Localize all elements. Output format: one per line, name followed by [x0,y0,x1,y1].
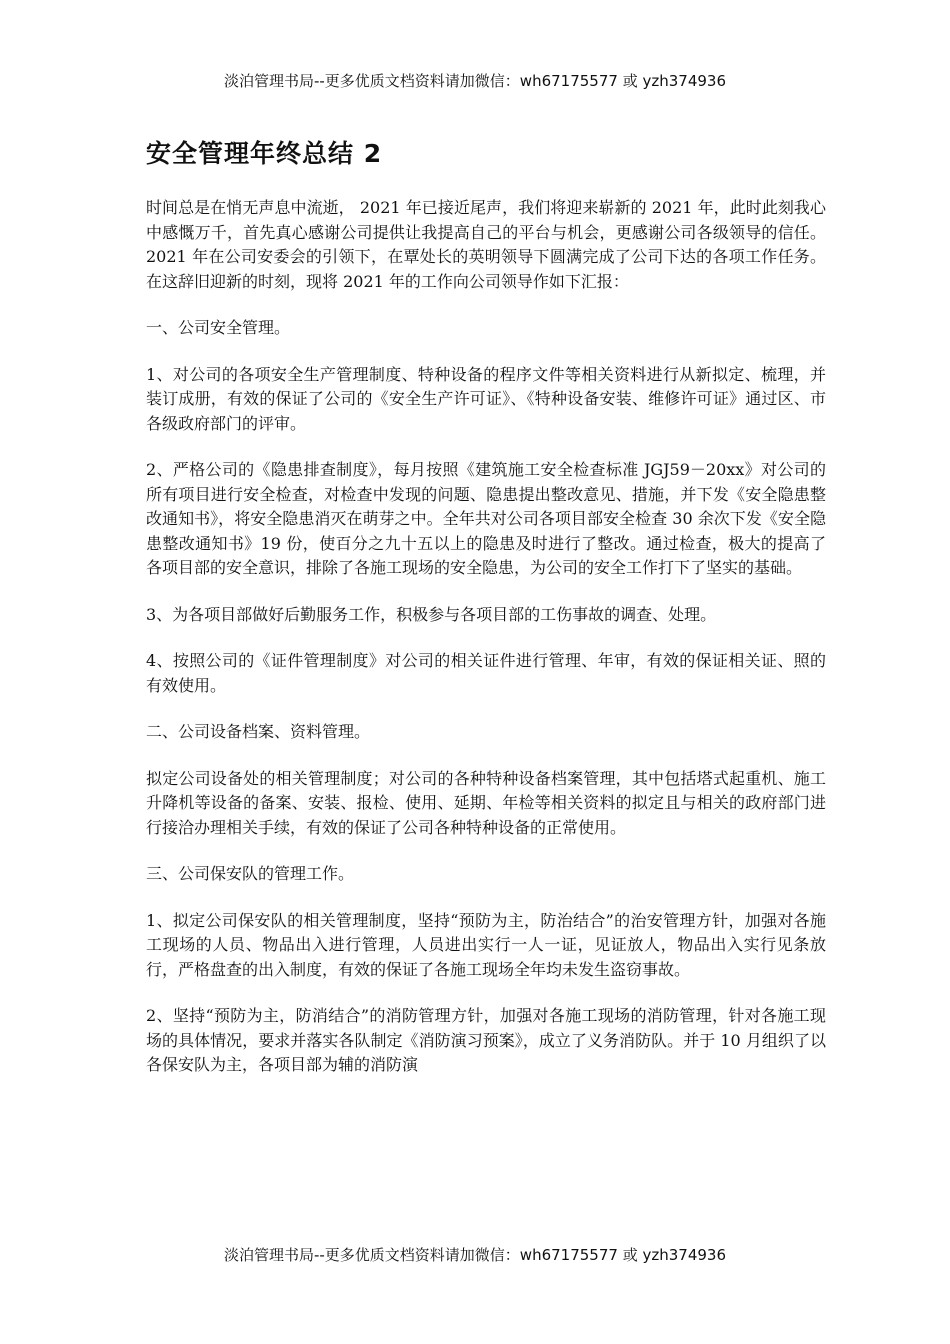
document-body [146,136,826,1100]
paragraph-security-2: 2、坚持“预防为主，防消结合”的消防管理方针，加强对各施工现场的消防管理，针对各施工现场的具体情况，要求并落实各队制定《消防演习预案》，成立了义务消防队。并于 10 月组织了以各保安队为主，各项目部为辅的消防演 [146,1006,826,1074]
paragraph-equipment: 拟定公司设备处的相关管理制度；对公司的各种特种设备档案管理，其中包括塔式起重机、施工升降机等设备的备案、安装、报检、使用、延期、年检等相关资料的拟定且与相关的政府部门进行接洽办理相关手续，有效的保证了公司各种特种设备的正常使用。 [146,768,826,837]
paragraph-safety-3: 3、为各项目部做好后勤服务工作，积极参与各项目部的工伤事故的调查、处理。 [146,604,717,624]
paragraph-intro: 时间总是在悄无声息中流逝， 2021 年已接近尾声，我们将迎来崭新的 2021 年，此时此刻我心中感慨万千，首先真心感谢公司提供让我提高自己的平台与机会，更感谢公司各级领导的信任。2021 年在公司安委会的引领下，在覃处长的英明领导下圆满完成了公司下达的各项工作任务。在这辞旧迎新的时刻，现将 2021 年的工作向公司领导作如下汇报： [146,198,826,291]
paragraph-safety-1: 1、对公司的各项安全生产管理制度、特种设备的程序文件等相关资料进行从新拟定、梳理，并装订成册，有效的保证了公司的《安全生产许可证》、《特种设备安装、维修许可证》通过区、市各级政府部门的评审。 [146,364,826,433]
section-heading-equipment: 二、公司设备档案、资料管理。 [146,722,371,741]
section-heading-safety: 一、公司安全管理。 [146,318,291,337]
document-title: 安全管理年终总结 2 [146,139,383,168]
section-heading-security-team: 三、公司保安队的管理工作。 [146,864,355,883]
page-header-watermark: 淡泊管理书局--更多优质文档资料请加微信：wh67175577 或 yzh374936 [223,72,726,90]
paragraph-security-1: 1、拟定公司保安队的相关管理制度，坚持“预防为主，防治结合”的治安管理方针，加强对各施工现场的人员、物品出入进行管理，人员进出实行一人一证，见证放人，物品出入实行见条放行，严格盘查的出入制度，有效的保证了各施工现场全年均未发生盗窃事故。 [146,910,826,979]
page-footer-watermark: 淡泊管理书局--更多优质文档资料请加微信：wh67175577 或 yzh374936 [223,1246,726,1264]
paragraph-safety-4: 4、按照公司的《证件管理制度》对公司的相关证件进行管理、年审，有效的保证相关证、照的有效使用。 [146,651,826,695]
paragraph-safety-2: 2、严格公司的《隐患排查制度》，每月按照《建筑施工安全检查标准 JGJ59－20xx》对公司的所有项目进行安全检查，对检查中发现的问题、隐患提出整改意见、措施，并下发《安全隐患整改通知书》，将安全隐患消灭在萌芽之中。全年共对公司各项目部安全检查 30 余次下发《安全隐患整改通知书》19 份，使百分之九十五以上的隐患及时进行了整改。通过检查，极大的提高了各项目部的安全意识，排除了各施工现场的安全隐患，为公司的安全工作打下了坚实的基础。 [146,460,826,577]
